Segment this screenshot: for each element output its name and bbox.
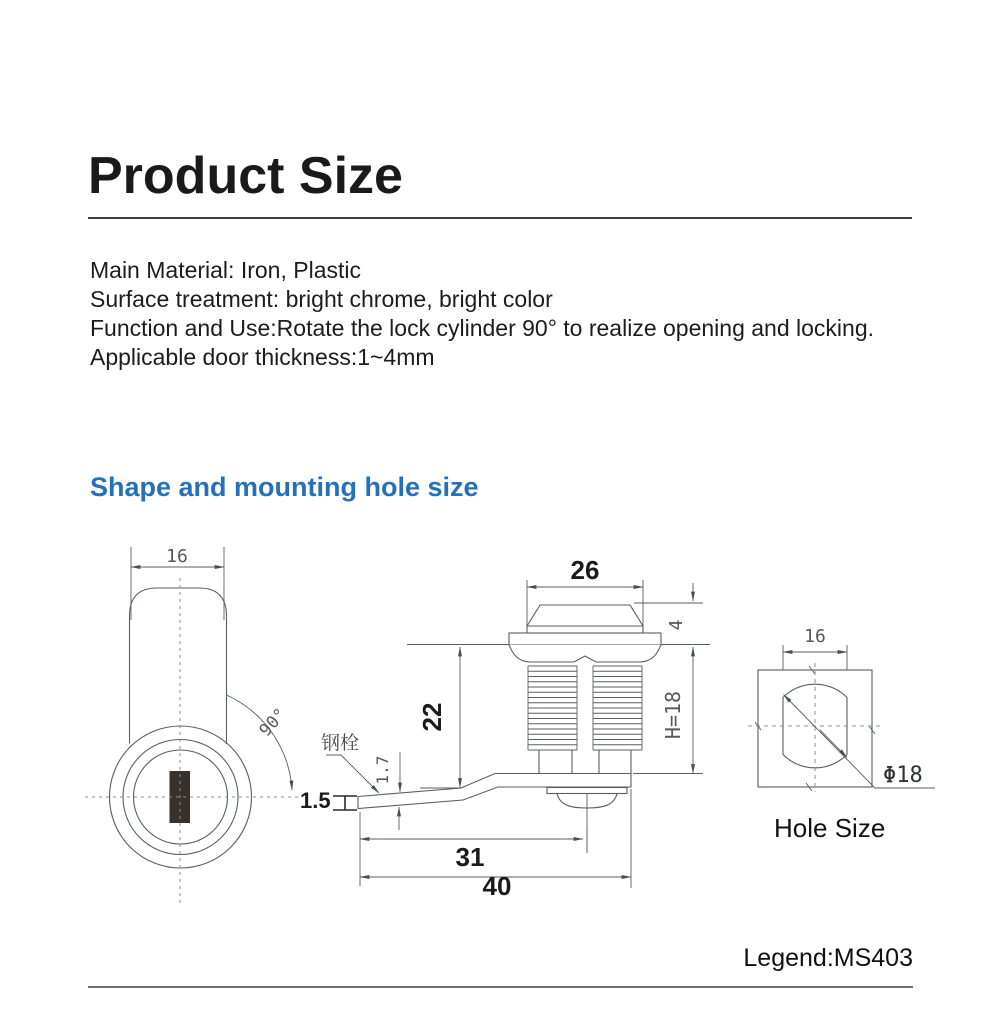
- hole-width-dim-label: 16: [804, 626, 826, 647]
- spec-line-surface: Surface treatment: bright chrome, bright color: [90, 286, 553, 312]
- bottom-divider: [88, 986, 913, 988]
- technical-drawing-svg: [0, 530, 1000, 950]
- threaded-stud-right: [593, 666, 642, 750]
- product-specs: [90, 256, 874, 372]
- spec-line-thickness: Applicable door thickness:1~4mm: [90, 344, 435, 370]
- cam-tip-thickness-dim-label: 1.5: [300, 788, 331, 813]
- cam-thickness-dim-label: 1.7: [373, 755, 392, 785]
- technical-drawing: [0, 530, 1000, 950]
- total-length-dim-label: 40: [482, 871, 512, 901]
- front-width-dim-label: 16: [166, 546, 188, 567]
- title-divider: [88, 217, 912, 219]
- threaded-stud-left: [528, 666, 577, 750]
- head-width-dim-label: 26: [570, 555, 600, 585]
- spec-line-function: Function and Use:Rotate the lock cylinder 90° to realize opening and locking.: [90, 315, 874, 341]
- page-title: Product Size: [88, 147, 403, 205]
- section-heading: Shape and mounting hole size: [90, 472, 479, 502]
- head-height-dim-label: 4: [666, 619, 687, 631]
- hole-size-caption: Hole Size: [774, 813, 886, 843]
- legend-model-number: Legend:MS403: [743, 944, 913, 972]
- hole-diameter-dim-label: Φ18: [883, 763, 923, 788]
- pin-distance-dim-label: 31: [455, 842, 485, 872]
- spec-line-material: Main Material: Iron, Plastic: [90, 257, 361, 283]
- thread-length-dim-label: H=18: [661, 690, 685, 740]
- cylinder-length-dim-label: 22: [417, 702, 447, 732]
- steel-bolt-label: 钢栓: [321, 733, 360, 754]
- front-angle-dim-label: 90°: [255, 704, 291, 741]
- side-view-drawing: [326, 580, 710, 888]
